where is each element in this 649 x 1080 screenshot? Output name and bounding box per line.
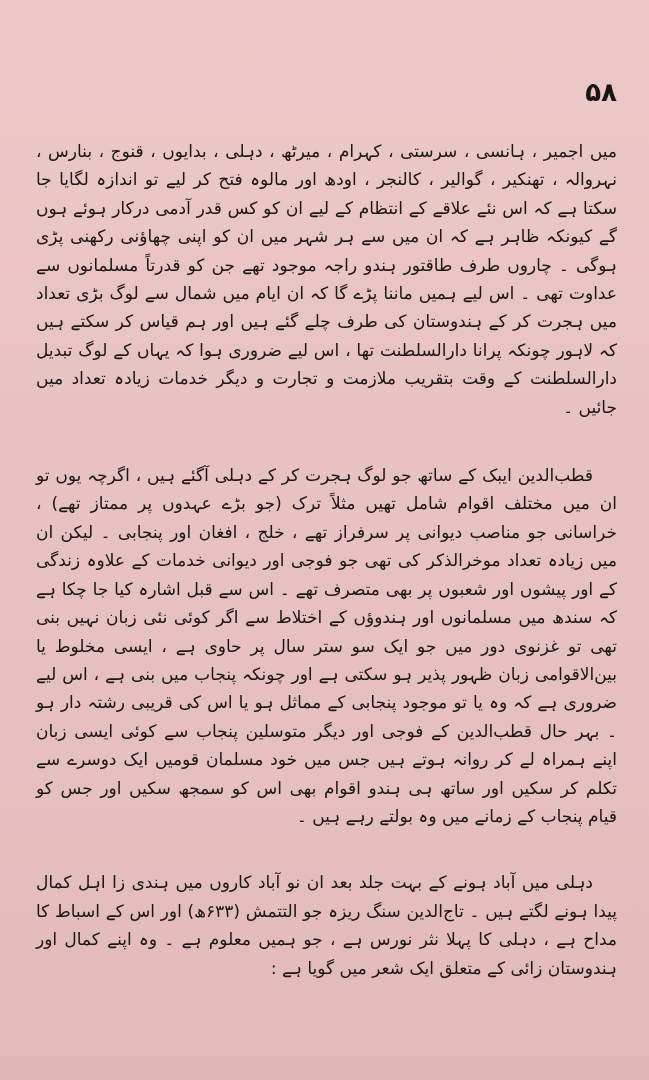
paragraph-1: میں اجمیر ، ہانسی ، سرستی ، کہرام ، میرٹھ ، دہلی ، بدایوں ، قنوج ، بنارس ، نہروالہ ، تھنکیر ، گوالیر ، کالنجر ، اودھ اور مالوہ فتح کر لیے تو اندازہ لگایا جا سکتا ہے کہ اس نئے علاقے کے انتظام کے لیے ان کو کس قدر آدمی درکار ہوئے ہوں گے کیونکہ ظاہر ہے کہ ان میں سے ہر شہر میں ان کو اپنی چھاؤنی رکھنی پڑی ہوگی ۔ چاروں طرف طاقتور ہندو راجہ موجود تھے جن کو قدرتاً مسلمانوں سے عداوت تھی ۔ اس لیے ہمیں ماننا پڑے گا کہ ان ایام میں شمال سے لوگ بڑی تعداد میں ہجرت کر کے ہندوستان کی طرف چلے گئے ہیں اور ہم قیاس کر سکتے ہیں کہ لاہور چونکہ پرانا دارالسلطنت تھا ، اس لیے ضروری ہوا کہ یہاں کے لوگ تبدیل دارالسلطنت کے وقت بتقریب ملازمت و تجارت و دیگر خدمات زیادہ تعداد میں جائیں ۔	[36, 142, 617, 418]
page-body	[36, 138, 617, 983]
page-number: ۵۸	[585, 78, 617, 108]
paragraph-2: قطب‌الدین ایبک کے ساتھ جو لوگ ہجرت کر کے دہلی آگئے ہیں ، اگرچہ یوں تو ان میں مختلف اقوام شامل تھیں مثلاً ترک (جو بڑے عہدوں پر ممتاز تھے) ، خراسانی جو مناصب دیوانی پر سرفراز تھے ، خلج ، افغان اور پنجابی ۔ لیکن ان میں زیادہ تعداد موخرالذکر کی تھی جو فوجی اور دیوانی خدمات کے علاوہ زندگی کے اور پیشوں اور شعبوں پر بھی متصرف تھے ۔ اس سے قبل اشارہ کیا جا چکا ہے کہ سندھ میں مسلمانوں اور ہندوؤں کے اختلاط سے اگر کوئی نئی زبان نہیں بنی تھی تو غزنوی دور میں جو ایک سو ستر سال پر حاوی ہے ، ایسی مخلوط یا بین‌الاقوامی زبان ظہور پذیر ہو سکتی ہے اور چونکہ پنجاب میں بنی ہے ، اس لیے ضروری ہے کہ وہ یا تو موجود پنجابی کے مماثل ہو یا اس کی قریبی رشتہ دار ہو ۔ بہر حال قطب‌الدین کے فوجی اور دیگر متوسلین پنجاب سے کوئی ایسی زبان اپنے ہمراہ لے کر روانہ ہوتے ہیں جس میں خود مسلمان قومیں ایک دوسرے سے تکلم کر سکیں اور ساتھ ہی ہندو اقوام بھی اس کو سمجھ سکیں اور جس کو قیام پنجاب کے زمانے میں وہ بولتے رہے ہیں ۔	[36, 466, 617, 827]
paragraph-3: دہلی میں آباد ہونے کے بہت جلد بعد ان نو آباد کاروں میں ہندی زا اہل کمال پیدا ہونے لگتے ہیں ۔ تاج‌الدین سنگ ریزہ جو التتمش (۶۳۳ھ) اور اس کے اسباط کا مداح ہے ، دہلی کا پہلا نثر نورس ہے ، جو ہمیں معلوم ہے ۔ وہ اپنے کمال اور ہندوستان زائی کے متعلق ایک شعر میں گویا ہے :	[36, 873, 617, 979]
paragraph-spacer	[36, 422, 617, 462]
paragraph-spacer	[36, 831, 617, 869]
